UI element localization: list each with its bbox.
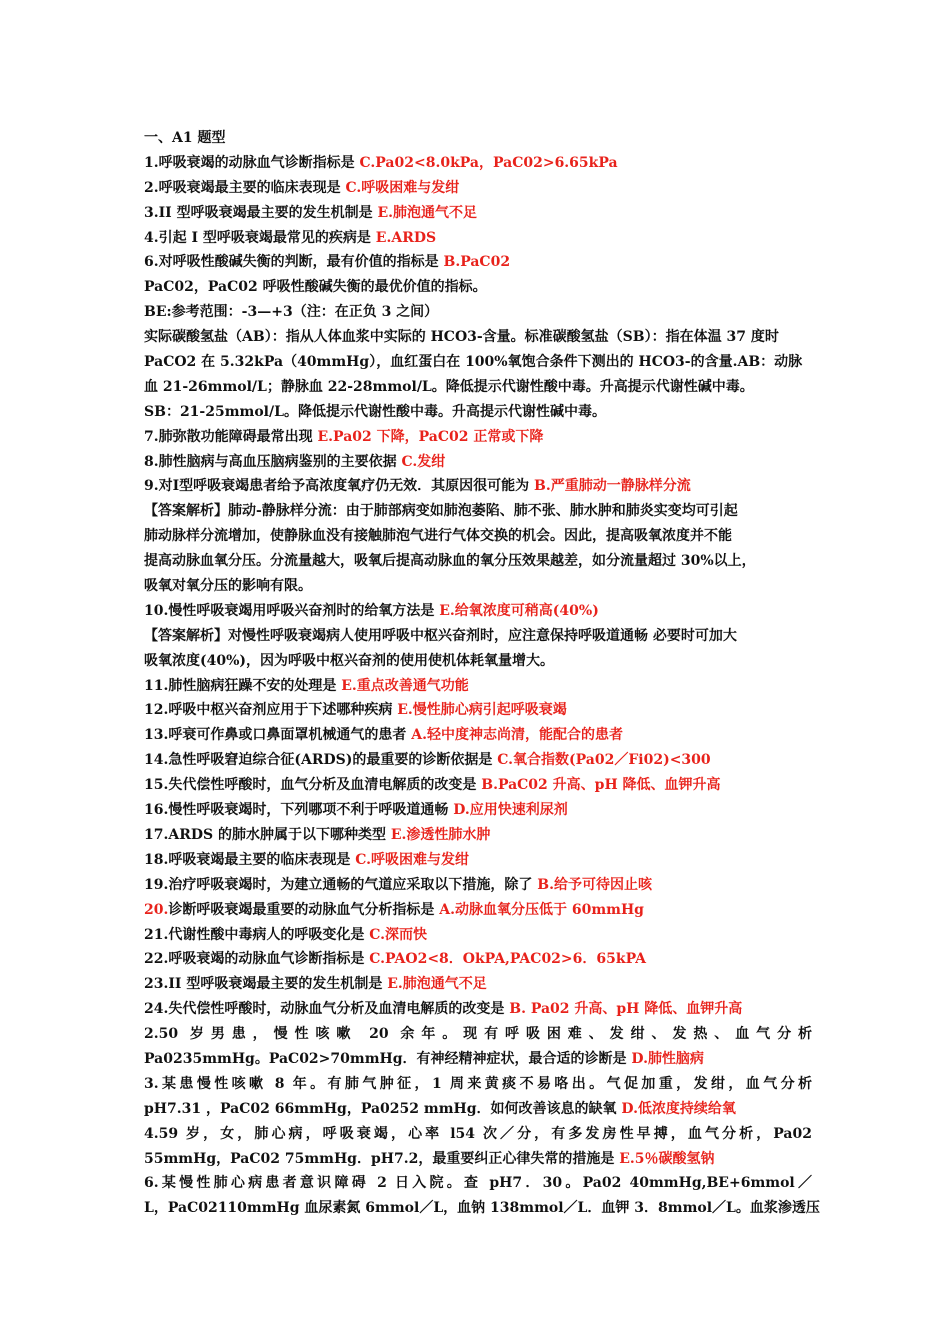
- text-line: [144, 524, 812, 549]
- question-text: PaC02，PaC02 呼吸性酸碱失衡的最优价值的指标。: [144, 279, 487, 296]
- answer-text: E.肺泡通气不足: [387, 976, 487, 993]
- question-text: 肺动脉样分流增加，使静脉血没有接触肺泡气进行气体交换的机会。因此，提高吸氧浓度并不能: [144, 528, 732, 545]
- question-text: 2.50 岁男患，慢性咳嗽 20 余年。现有呼吸困难、发绀、发热、血气分析: [144, 1026, 812, 1043]
- question-text: 【答案解析】对慢性呼吸衰竭病人使用呼吸中枢兴奋剂时，应注意保持呼吸道通畅 必要时可加大: [144, 627, 737, 644]
- text-line: [144, 698, 812, 723]
- question-text: L，PaC02110mmHg 血尿素氮 6mmol／L，血钠 138mmol／L．血钾 3．8mmol／L。血浆渗透压: [144, 1200, 820, 1217]
- question-text: 11.肺性脑病狂躁不安的处理是: [144, 677, 342, 694]
- text-line: [144, 997, 812, 1022]
- answer-text: E.5％碳酸氢钠: [619, 1150, 715, 1167]
- text-line: [144, 325, 812, 350]
- text-line: [144, 375, 812, 400]
- question-text: 10.慢性呼吸衰竭用呼吸兴奋剂时的给氧方法是: [144, 602, 440, 619]
- text-line: [144, 574, 812, 599]
- question-text: 14.急性呼吸窘迫综合征(ARDS)的最重要的诊断依据是: [144, 752, 498, 769]
- question-text: Pa0235mmHg。PaC02>70mmHg．有神经精神症状，最合适的诊断是: [144, 1050, 632, 1067]
- question-text: 55mmHg，PaC02 75mmHg．pH7.2，最重要纠正心律失常的措施是: [144, 1150, 620, 1167]
- question-text: 12.呼吸中枢兴奋剂应用于下述哪种疾病: [144, 702, 398, 719]
- question-text: 13.呼衰可作鼻或口鼻面罩机械通气的患者: [144, 727, 412, 744]
- question-text: 16.慢性呼吸衰竭时，下列哪项不利于呼吸道通畅: [144, 802, 454, 819]
- answer-text: C.呼吸困难与发绀: [345, 179, 460, 196]
- text-line: [144, 947, 812, 972]
- text-line: [144, 599, 812, 624]
- text-line: [144, 1047, 812, 1072]
- answer-text: D.应用快速利尿剂: [453, 802, 568, 819]
- question-text: 血 21-26mmol/L；静脉血 22-28mmol/L。降低提示代谢性酸中毒。升高提示代谢性碱中毒。: [144, 378, 754, 395]
- question-text: 17.ARDS 的肺水肿属于以下哪种类型: [144, 826, 391, 843]
- text-line: [144, 176, 812, 201]
- question-text: 吸氧对氧分压的影响有限。: [144, 578, 312, 595]
- question-text: 6.某慢性肺心病患者意识障碍 2 日入院。查 pH7．30。Pa02 40mmHg,BE+6mmol／: [144, 1175, 812, 1192]
- text-line: [144, 450, 812, 475]
- answer-text: B.PaC02 升高、pH 降低、血钾升高: [481, 777, 721, 794]
- question-text: 3.II 型呼吸衰竭最主要的发生机制是: [144, 204, 378, 221]
- answer-text: E.ARDS: [375, 229, 437, 246]
- question-text: 9.对Ⅰ型呼吸衰竭患者给予高浓度氧疗仍无效．其原因很可能为: [144, 478, 535, 495]
- text-line: [144, 549, 812, 574]
- text-line: [144, 823, 812, 848]
- answer-text: C.氧合指数(Pa02／Fi02)<300: [497, 752, 711, 769]
- text-line: [144, 400, 812, 425]
- text-line: [144, 798, 812, 823]
- answer-text: B.给予可待因止咳: [537, 876, 652, 893]
- question-text: 4.59 岁，女，肺心病，呼吸衰竭，心率 l54 次／分，有多发房性早搏，血气分析，Pa02: [144, 1125, 812, 1142]
- text-line: [144, 250, 812, 275]
- question-text: 提高动脉血氧分压。分流量越大，吸氧后提高动脉血的氧分压效果越差，如分流量超过 30%以上，: [144, 553, 756, 570]
- question-text: 7.肺弥散功能障碍最常出现: [144, 428, 318, 445]
- answer-text: E.渗透性肺水肿: [390, 826, 491, 843]
- question-text: 23.II 型呼吸衰竭最主要的发生机制是: [144, 976, 388, 993]
- question-text: 1.呼吸衰竭的动脉血气诊断指标是: [144, 154, 360, 171]
- text-line: [144, 723, 812, 748]
- text-line: [144, 624, 812, 649]
- answer-text: A.动脉血氧分压低于 60mmHg: [439, 901, 644, 918]
- question-text: 8.肺性脑病与高血压脑病鉴别的主要依据: [144, 453, 402, 470]
- question-text: BE:参考范围：-3—+3（注：在正负 3 之间）: [144, 304, 439, 321]
- question-text: pH7.31 ，PaC02 66mmHg，Pa0252 mmHg．如何改善该息的缺氧: [144, 1100, 622, 1117]
- text-line: [144, 201, 812, 226]
- text-line: [144, 1171, 812, 1196]
- question-text: SB：21-25mmol/L。降低提示代谢性酸中毒。升高提示代谢性碱中毒。: [144, 403, 606, 420]
- question-text: 24.失代偿性呼酸时，动脉血气分析及血清电解质的改变是: [144, 1001, 510, 1018]
- answer-text: B.PaC02: [443, 254, 511, 271]
- text-line: [144, 474, 812, 499]
- answer-text: C.Pa02<8.0kPa，PaC02>6.65kPa: [359, 154, 618, 171]
- answer-text: C.发绀: [401, 453, 446, 470]
- question-text: 一、A1 题型: [144, 130, 226, 146]
- text-line: [144, 873, 812, 898]
- document-page: [144, 126, 820, 1221]
- question-text: PaCO2 在 5.32kPa（40mmHg），血红蛋白在 100%氧饱合条件下测出的 HCO3-的含量.AB：动脉: [144, 354, 803, 371]
- question-text: 吸氧浓度(40%)，因为呼吸中枢兴奋剂的使用使机体耗氧量增大。: [144, 652, 555, 669]
- question-text: 22.呼吸衰竭的动脉血气诊断指标是: [144, 951, 370, 968]
- text-line: [144, 126, 812, 151]
- question-text: 18.呼吸衰竭最主要的临床表现是: [144, 851, 356, 868]
- text-line: [144, 898, 812, 923]
- text-line: [144, 425, 812, 450]
- answer-text: E.Pa02 下降，PaC02 正常或下降: [317, 428, 544, 445]
- answer-text: B.严重肺动一静脉样分流: [534, 478, 691, 495]
- answer-text: A.轻中度神志尚清，能配合的患者: [411, 727, 623, 744]
- text-line: [144, 649, 812, 674]
- question-text: 【答案解析】肺动-静脉样分流：由于肺部病变如肺泡萎陷、肺不张、肺水肿和肺炎实变均可引起: [144, 503, 738, 520]
- question-text: 实际碳酸氢盐（AB）：指从人体血浆中实际的 HCO3-含量。标准碳酸氢盐（SB）：指在体温 37 度时: [144, 329, 779, 346]
- answer-text: B. Pa02 升高、pH 降低、血钾升高: [509, 1001, 743, 1018]
- text-line: [144, 674, 812, 699]
- text-line: [144, 151, 812, 176]
- text-line: [144, 1097, 812, 1122]
- text-line: [144, 1147, 812, 1172]
- text-line: [144, 1196, 820, 1221]
- answer-text: D.低浓度持续给氧: [621, 1100, 736, 1117]
- text-line: [144, 748, 812, 773]
- answer-text: 20.: [144, 901, 169, 918]
- question-text: 19.治疗呼吸衰竭时，为建立通畅的气道应采取以下措施，除了: [144, 876, 538, 893]
- answer-text: E.肺泡通气不足: [377, 204, 478, 221]
- text-line: [144, 923, 812, 948]
- answer-text: C.呼吸困难与发绀: [355, 851, 470, 868]
- text-line: [144, 1072, 812, 1097]
- question-text: 3.某患慢性咳嗽 8 年。有肺气肿征，1 周来黄痰不易咯出。气促加重，发绀，血气分析: [144, 1075, 812, 1092]
- answer-text: D.肺性脑病: [631, 1050, 704, 1067]
- text-line: [144, 226, 812, 251]
- answer-text: C.深而快: [369, 926, 428, 943]
- answer-text: E.重点改善通气功能: [341, 677, 469, 694]
- question-text: 诊断呼吸衰竭最重要的动脉血气分析指标是: [168, 901, 440, 918]
- text-line: [144, 1022, 812, 1047]
- text-line: [144, 350, 812, 375]
- text-line: [144, 1122, 812, 1147]
- text-line: [144, 275, 812, 300]
- answer-text: E.慢性肺心病引起呼吸衰竭: [397, 702, 567, 719]
- question-text: 4.引起 I 型呼吸衰竭最常见的疾病是: [144, 229, 376, 246]
- question-text: 15.失代偿性呼酸时，血气分析及血清电解质的改变是: [144, 777, 482, 794]
- answer-text: C.PAO2<8．OkPA,PAC02>6．65kPA: [369, 951, 646, 968]
- text-line: [144, 848, 812, 873]
- question-text: 21.代谢性酸中毒病人的呼吸变化是: [144, 926, 370, 943]
- text-line: [144, 972, 812, 997]
- question-text: 2.呼吸衰竭最主要的临床表现是: [144, 179, 346, 196]
- text-line: [144, 499, 812, 524]
- question-text: 6.对呼吸性酸碱失衡的判断，最有价值的指标是: [144, 254, 444, 271]
- text-line: [144, 773, 812, 798]
- answer-text: E.给氧浓度可稍高(40%): [439, 602, 599, 619]
- text-line: [144, 300, 812, 325]
